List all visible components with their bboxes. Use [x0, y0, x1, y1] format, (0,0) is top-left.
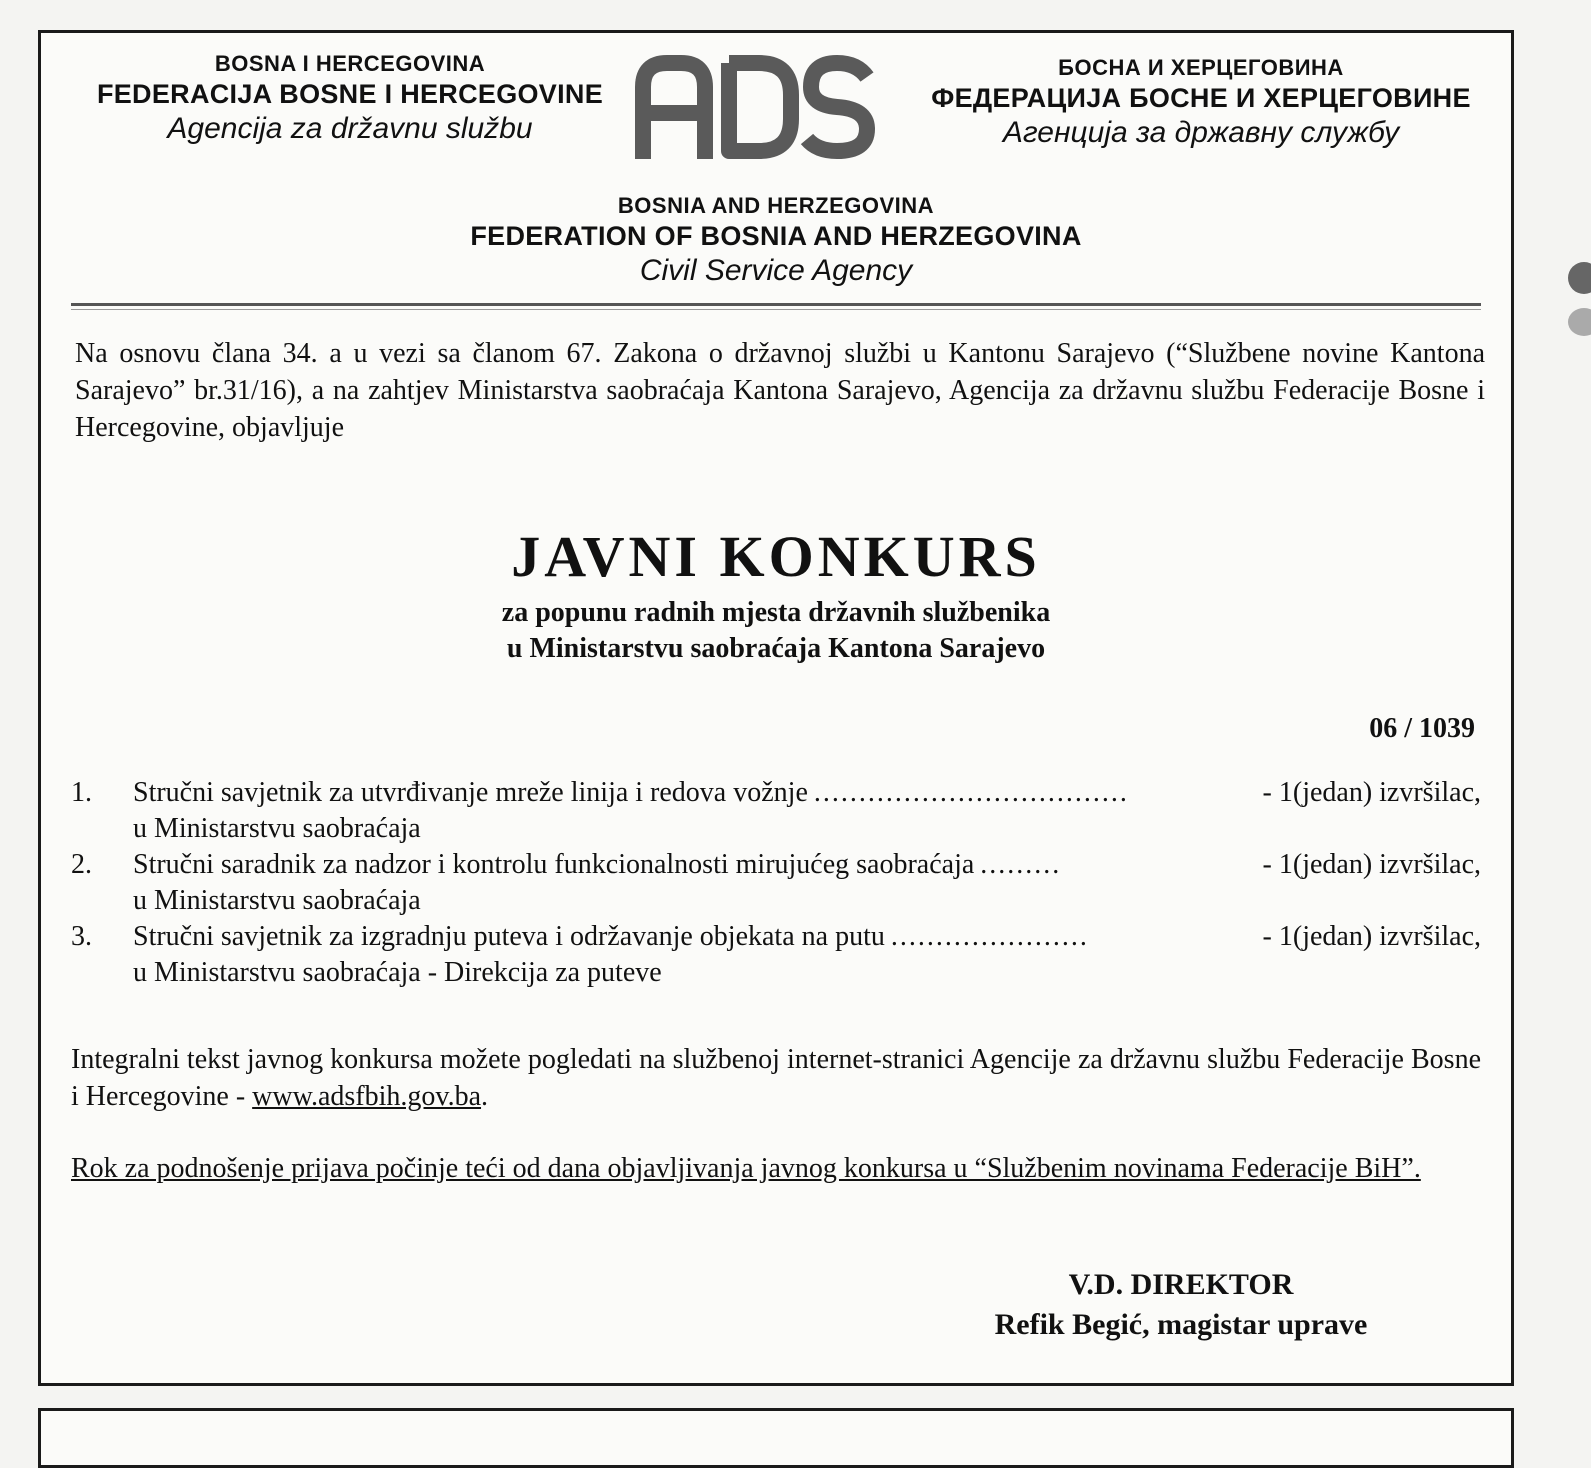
- reference-number: 06 / 1039: [1369, 713, 1475, 744]
- position-number: 3.: [71, 921, 92, 952]
- header-latin-country: BOSNA I HERCEGOVINA: [214, 51, 486, 76]
- position-title: Stručni saradnik za nadzor i kontrolu funkcionalnosti mirujućeg saobraćaja: [133, 849, 975, 880]
- intro-paragraph: Na osnovu člana 34. a u vezi sa članom 67. Zakona o državnoj službi u Kantonu Sarajevo (“Službene novine Kantona Sarajevo” br.31/16), a na zahtjev Ministarstva saobraćaja Kantona Sarajevo, Agencija za državnu službu Federacije Bosne i Hercegovine, objavljuje: [75, 338, 1485, 443]
- header-divider: [71, 303, 1481, 306]
- position-unit: u Ministarstvu saobraćaja - Direkcija za puteve: [133, 957, 662, 988]
- leader-dots: ...................................: [813, 777, 1129, 808]
- notice-title: JAVNI KONKURS: [511, 524, 1041, 589]
- leader-dots: ......................: [890, 921, 1089, 952]
- position-count: - 1(jedan) izvršilac,: [1262, 849, 1481, 880]
- notice-subtitle: [41, 595, 1511, 667]
- leader-dots: .........: [980, 849, 1062, 880]
- list-item: [71, 775, 1481, 847]
- header-cyrillic-agency: Агенција за државну службу: [1002, 116, 1400, 149]
- binder-hole-marks: [1556, 260, 1591, 350]
- header-english-federation: FEDERATION OF BOSNIA AND HERZEGOVINA: [470, 221, 1082, 251]
- positions-list: [71, 775, 1481, 991]
- list-item: [71, 847, 1481, 919]
- header-cyrillic-federation: ФЕДЕРАЦИЈА БОСНЕ И ХЕРЦЕГОВИНЕ: [931, 83, 1471, 113]
- header-cyrillic-country: БОСНА И ХЕРЦЕГОВИНА: [1058, 55, 1344, 80]
- header-divider-thin: [71, 309, 1481, 310]
- integral-suffix: .: [481, 1081, 489, 1112]
- position-count: - 1(jedan) izvršilac,: [1262, 777, 1481, 808]
- position-number: 2.: [71, 849, 92, 880]
- agency-website-link[interactable]: www.adsfbih.gov.ba: [252, 1081, 482, 1112]
- position-title: Stručni savjetnik za utvrđivanje mreže linija i redova vožnje: [133, 777, 808, 808]
- signatory-role: V.D. DIREKTOR: [1068, 1268, 1294, 1301]
- subtitle-line-1: za popunu radnih mjesta državnih službenika: [501, 597, 1051, 628]
- ads-logo: [631, 47, 881, 167]
- position-number: 1.: [71, 777, 92, 808]
- signature-block: [881, 1265, 1481, 1345]
- position-unit: u Ministarstvu saobraćaja: [133, 885, 421, 916]
- position-unit: u Ministarstvu saobraćaja: [133, 813, 421, 844]
- public-notice: [38, 30, 1514, 1386]
- integral-text: Integralni tekst javnog konkursa možete pogledati na službenoj internet-stranici Agencije za državnu službu Federacije Bosne i Hercegovine -: [71, 1044, 1481, 1112]
- header-cyrillic: [921, 55, 1481, 150]
- header-english-agency: Civil Service Agency: [639, 254, 913, 287]
- list-item: [71, 919, 1481, 991]
- header-latin-agency: Agencija za državnu službu: [167, 112, 533, 145]
- header-english: [441, 193, 1111, 288]
- header-latin: [85, 51, 615, 146]
- position-count: - 1(jedan) izvršilac,: [1262, 921, 1481, 952]
- deadline-notice: Rok za podnošenje prijava počinje teći od dana objavljivanja javnog konkursa u “Službenim novinama Federacije BiH”.: [71, 1153, 1421, 1184]
- header-english-country: BOSNIA AND HERZEGOVINA: [617, 193, 935, 218]
- integral-text-paragraph: [71, 1041, 1481, 1115]
- subtitle-line-2: u Ministarstvu saobraćaja Kantona Sarajevo: [506, 633, 1046, 664]
- signatory-name: Refik Begić, magistar uprave: [994, 1308, 1368, 1341]
- header-latin-federation: FEDERACIJA BOSNE I HERCEGOVINE: [96, 79, 604, 109]
- next-notice-box: [38, 1408, 1514, 1468]
- position-title: Stručni savjetnik za izgradnju puteva i održavanje objekata na putu: [133, 921, 885, 952]
